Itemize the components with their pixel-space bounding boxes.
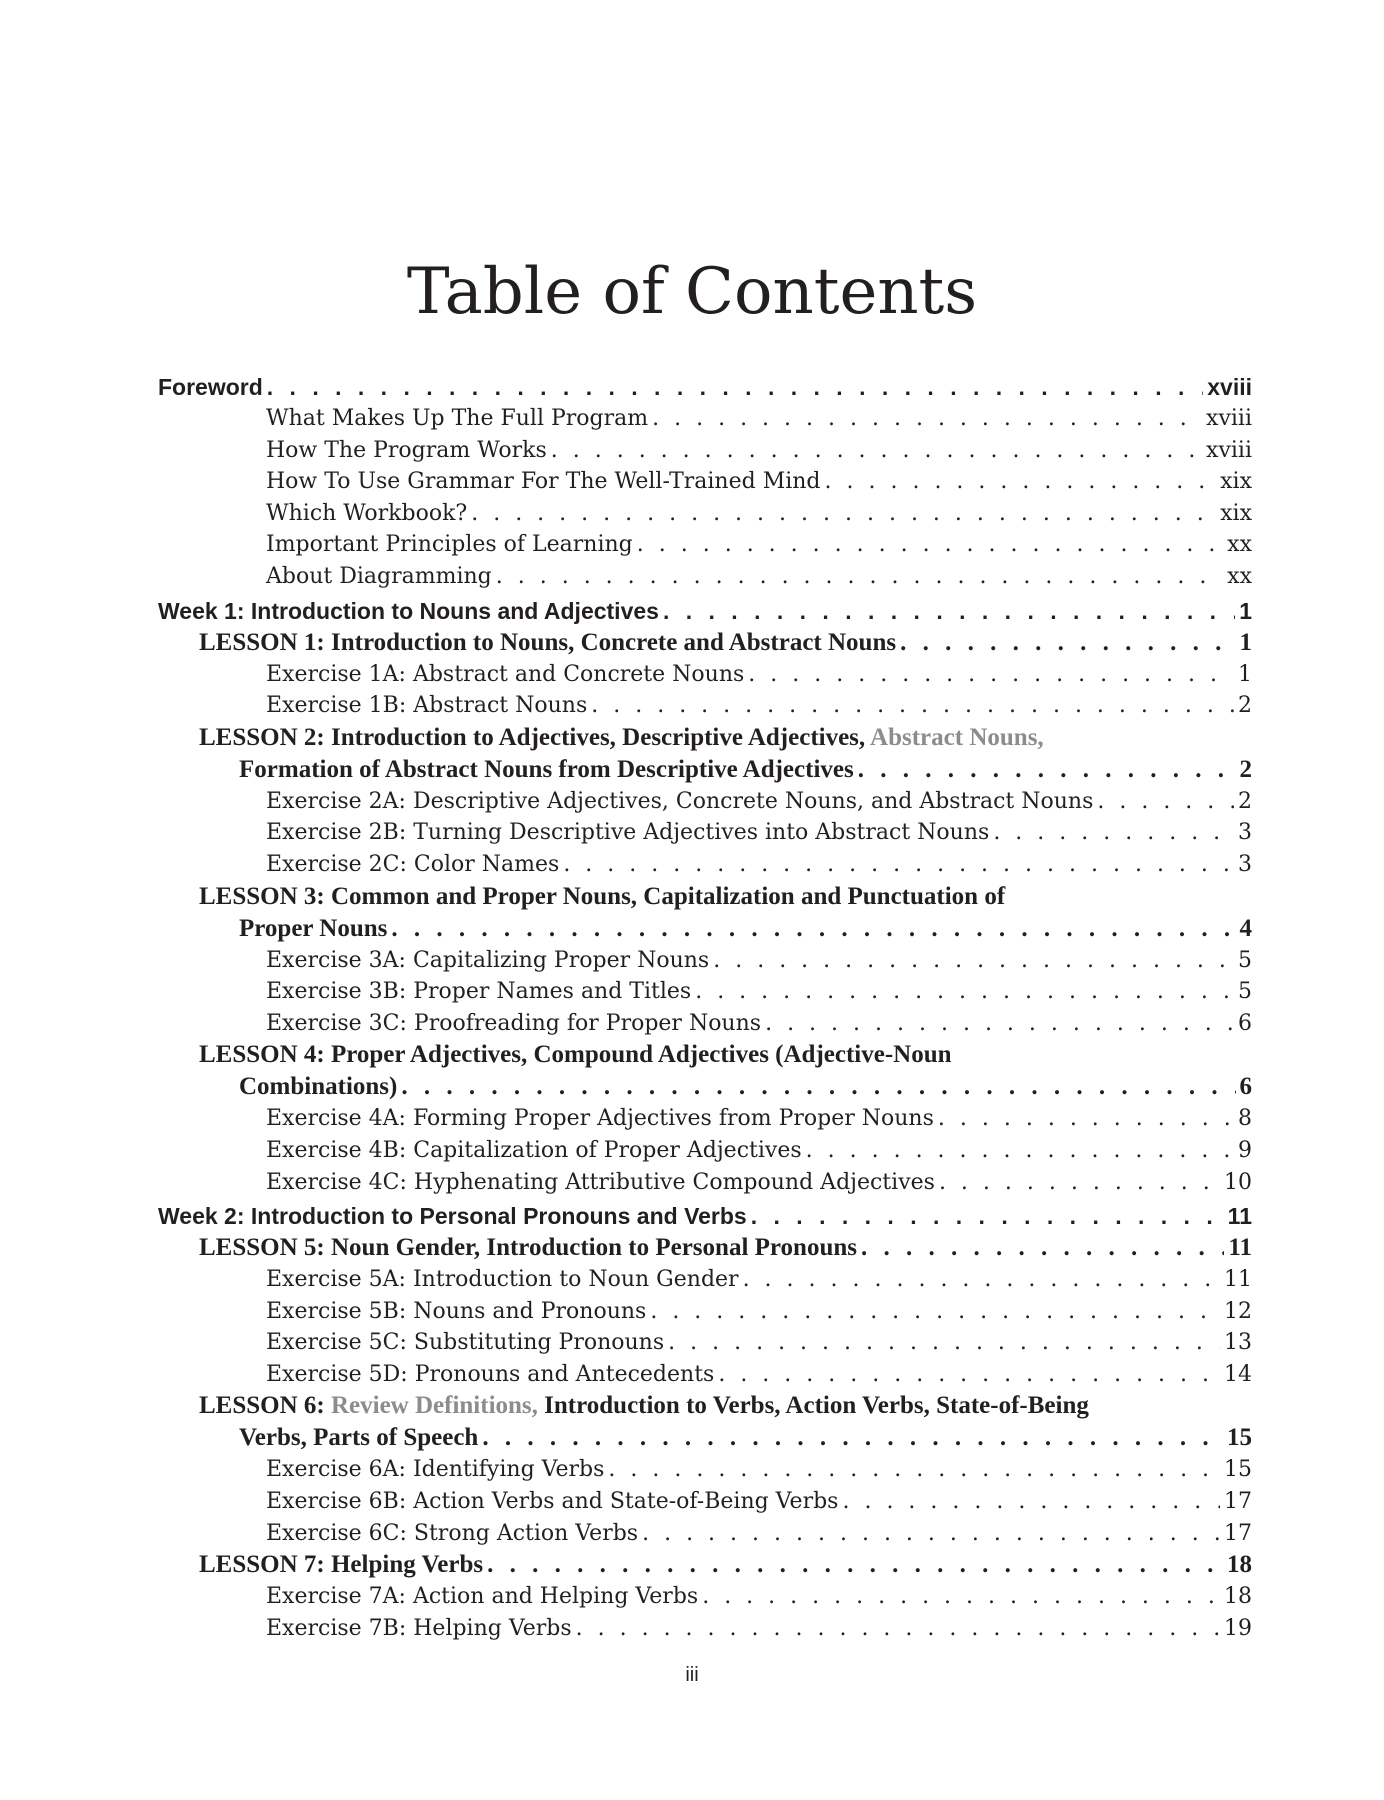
dot-leader — [842, 1486, 1220, 1518]
dot-leader — [1097, 786, 1234, 818]
page-number: 2 — [1238, 693, 1252, 719]
toc-entry-exercise[interactable] — [158, 1518, 1252, 1550]
page-number: 5 — [1238, 979, 1252, 1005]
dot-leader — [401, 1071, 1235, 1103]
toc-entry-foreword-item[interactable] — [158, 435, 1252, 467]
entry-label: Exercise 5C: Substituting Pronouns — [266, 1330, 665, 1356]
toc-entry-lesson-7[interactable] — [158, 1549, 1252, 1581]
dot-leader — [482, 1422, 1223, 1454]
toc-entry-exercise[interactable] — [158, 1103, 1252, 1135]
toc-entry-exercise[interactable] — [158, 1359, 1252, 1391]
page-number: 6 — [1238, 1010, 1252, 1036]
entry-label: LESSON 1: Introduction to Nouns, Concrete and Abstract Nouns — [199, 628, 897, 656]
dot-leader — [751, 1200, 1224, 1232]
dot-leader — [718, 1359, 1220, 1391]
entry-label: Exercise 2C: Color Names — [266, 851, 560, 877]
dot-leader — [900, 627, 1235, 659]
page-number: 1 — [1238, 661, 1252, 687]
toc-entry-exercise[interactable] — [158, 1167, 1252, 1199]
toc-entry-exercise[interactable] — [158, 1486, 1252, 1518]
toc-entry-exercise[interactable] — [158, 1264, 1252, 1296]
toc-entry-exercise[interactable] — [158, 1581, 1252, 1613]
toc-entry-exercise[interactable] — [158, 945, 1252, 977]
entry-label: Exercise 6B: Action Verbs and State-of-Being Verbs — [266, 1489, 839, 1515]
page-number: 6 — [1239, 1073, 1252, 1101]
page-number: xix — [1220, 469, 1252, 495]
dot-leader — [487, 1549, 1223, 1581]
entry-label: Proper Nouns — [239, 914, 388, 942]
dot-leader — [637, 529, 1223, 561]
review-topic-label: Abstract Nouns, — [870, 723, 1044, 751]
entry-label-line-1: LESSON 4: Proper Adjectives, Compound Adjectives (Adjective-Noun — [199, 1041, 952, 1069]
dot-leader — [391, 913, 1235, 945]
page-number: 15 — [1224, 1457, 1252, 1483]
dot-leader — [993, 817, 1234, 849]
toc-entry-exercise[interactable] — [158, 817, 1252, 849]
toc-entry-foreword-item[interactable] — [158, 561, 1252, 593]
toc-entry-week-1[interactable] — [158, 595, 1252, 627]
dot-leader — [496, 561, 1223, 593]
entry-label-line-2 — [199, 913, 1252, 945]
entry-label-line-1 — [199, 1390, 1252, 1422]
review-topic-label: Review Definitions, — [330, 1392, 538, 1420]
toc-entry-exercise[interactable] — [158, 1135, 1252, 1167]
page-number: 5 — [1238, 947, 1252, 973]
entry-label-line-2 — [199, 1071, 1252, 1103]
page-number: 1 — [1239, 628, 1252, 656]
entry-label: Exercise 4C: Hyphenating Attributive Compound Adjectives — [266, 1169, 935, 1195]
page-number: 2 — [1239, 755, 1252, 783]
page-number: 11 — [1224, 1267, 1252, 1293]
entry-label: Formation of Abstract Nouns from Descriptive Adjectives — [239, 755, 854, 783]
dot-leader — [858, 754, 1236, 786]
page-number: xviii — [1207, 374, 1252, 400]
dot-leader — [861, 1232, 1224, 1264]
dot-leader — [652, 403, 1202, 435]
entry-label: Exercise 4A: Forming Proper Adjectives from Proper Nouns — [266, 1106, 934, 1132]
entry-label: Exercise 4B: Capitalization of Proper Adjectives — [266, 1137, 802, 1163]
page-number: xviii — [1206, 406, 1252, 431]
dot-leader — [743, 1264, 1220, 1296]
entry-label: Exercise 3A: Capitalizing Proper Nouns — [266, 947, 710, 973]
dot-leader — [591, 690, 1234, 722]
toc-entry-lesson-1[interactable] — [158, 627, 1252, 659]
page-number: xviii — [1206, 437, 1252, 463]
toc-entry-foreword[interactable] — [158, 371, 1252, 403]
page-number: 14 — [1224, 1361, 1252, 1387]
entry-label: Week 1: Introduction to Nouns and Adjectives — [158, 597, 659, 624]
entry-label-text: Introduction to Verbs, Action Verbs, State-of-Being — [544, 1392, 1089, 1420]
page-number: 18 — [1227, 1551, 1252, 1579]
entry-label: About Diagramming — [266, 563, 492, 589]
entry-label: Exercise 2A: Descriptive Adjectives, Concrete Nouns, and Abstract Nouns — [266, 788, 1094, 814]
toc-entry-exercise[interactable] — [158, 1296, 1252, 1328]
dot-leader — [825, 466, 1217, 498]
entry-label: How To Use Grammar For The Well-Trained Mind — [266, 469, 821, 495]
entry-label: LESSON 5: Noun Gender, Introduction to Personal Pronouns — [199, 1234, 857, 1262]
page-number: 17 — [1224, 1489, 1252, 1515]
page-number: 1 — [1239, 597, 1252, 624]
toc-entry-lesson-3[interactable] — [158, 881, 1252, 945]
toc-entry-foreword-item[interactable] — [158, 498, 1252, 530]
entry-label: Verbs, Parts of Speech — [239, 1424, 479, 1452]
dot-leader — [471, 498, 1216, 530]
entry-label: Exercise 5B: Nouns and Pronouns — [266, 1298, 647, 1324]
entry-label-line-1: LESSON 3: Common and Proper Nouns, Capitalization and Punctuation of — [199, 882, 1006, 910]
toc-entry-lesson-4[interactable] — [158, 1039, 1252, 1103]
toc-entry-foreword-item[interactable] — [158, 403, 1252, 435]
dot-leader — [702, 1581, 1220, 1613]
entry-label-line-2 — [199, 1422, 1252, 1454]
entry-label-line-1 — [199, 722, 1252, 754]
toc-entry-exercise[interactable] — [158, 1613, 1252, 1645]
toc-entry-exercise[interactable] — [158, 659, 1252, 691]
entry-label: Important Principles of Learning — [266, 532, 633, 558]
entry-label: Exercise 7A: Action and Helping Verbs — [266, 1584, 699, 1610]
dot-leader — [608, 1454, 1220, 1486]
page-number: xx — [1227, 563, 1252, 589]
dot-leader — [765, 1008, 1234, 1040]
page-number: 11 — [1228, 1234, 1252, 1262]
entry-label: Week 2: Introduction to Personal Pronouns and Verbs — [158, 1203, 747, 1230]
toc-entry-exercise[interactable] — [158, 976, 1252, 1008]
page-number: 3 — [1238, 851, 1252, 877]
entry-label: Exercise 3C: Proofreading for Proper Nouns — [266, 1010, 762, 1036]
page-number: 4 — [1239, 914, 1252, 942]
entry-label: How The Program Works — [266, 437, 547, 463]
entry-label: Which Workbook? — [266, 500, 468, 526]
toc-entry-lesson-2[interactable] — [158, 722, 1252, 786]
dot-leader — [551, 435, 1202, 467]
entry-label-prefix: LESSON 6: — [199, 1392, 325, 1420]
page-number: 19 — [1224, 1615, 1252, 1641]
dot-leader — [668, 1327, 1220, 1359]
dot-leader — [576, 1613, 1220, 1645]
entry-label: Foreword — [158, 374, 263, 400]
page-number: 11 — [1227, 1203, 1252, 1230]
toc-entry-exercise[interactable] — [158, 1327, 1252, 1359]
page-number: 8 — [1238, 1106, 1252, 1132]
page-title: Table of Contents — [406, 255, 978, 329]
toc-entry-lesson-5[interactable] — [158, 1232, 1252, 1264]
dot-leader — [695, 976, 1234, 1008]
page-number: xix — [1220, 500, 1252, 526]
entry-label: Exercise 1A: Abstract and Concrete Nouns — [266, 661, 745, 687]
dot-leader — [267, 371, 1203, 403]
dot-leader — [748, 659, 1234, 691]
entry-label-line-2 — [199, 754, 1252, 786]
entry-label: Exercise 7B: Helping Verbs — [266, 1615, 572, 1641]
entry-label: Exercise 6A: Identifying Verbs — [266, 1457, 605, 1483]
toc-entry-week-2[interactable] — [158, 1200, 1252, 1232]
toc-entry-lesson-6[interactable] — [158, 1390, 1252, 1454]
page-number: 10 — [1224, 1169, 1252, 1195]
dot-leader — [806, 1135, 1234, 1167]
toc-entry-exercise[interactable] — [158, 849, 1252, 881]
page-number: xx — [1227, 532, 1252, 558]
dot-leader — [938, 1103, 1234, 1135]
table-of-contents — [158, 371, 1252, 1644]
dot-leader — [650, 1296, 1220, 1328]
toc-entry-exercise[interactable] — [158, 690, 1252, 722]
entry-label: What Makes Up The Full Program — [266, 406, 649, 431]
dot-leader — [642, 1518, 1220, 1550]
entry-label: Exercise 5D: Pronouns and Antecedents — [266, 1361, 715, 1387]
toc-entry-foreword-item[interactable] — [158, 466, 1252, 498]
page-number: 18 — [1224, 1584, 1252, 1610]
page-folio-number: iii — [685, 1664, 699, 1686]
entry-label: Exercise 5A: Introduction to Noun Gender — [266, 1267, 739, 1293]
dot-leader — [713, 945, 1234, 977]
toc-entry-exercise[interactable] — [158, 786, 1252, 818]
dot-leader — [663, 595, 1235, 627]
page-number: 17 — [1224, 1520, 1252, 1546]
entry-label: Exercise 3B: Proper Names and Titles — [266, 979, 692, 1005]
entry-label: Exercise 1B: Abstract Nouns — [266, 693, 588, 719]
page-number: 12 — [1224, 1298, 1252, 1324]
entry-label-text: LESSON 2: Introduction to Adjectives, Descriptive Adjectives, — [199, 723, 866, 751]
dot-leader — [563, 849, 1234, 881]
entry-label: Combinations) — [239, 1073, 398, 1101]
toc-entry-exercise[interactable] — [158, 1454, 1252, 1486]
entry-label: Exercise 6C: Strong Action Verbs — [266, 1520, 639, 1546]
page-number: 2 — [1238, 788, 1252, 814]
dot-leader — [939, 1167, 1220, 1199]
toc-entry-foreword-item[interactable] — [158, 529, 1252, 561]
page-number: 9 — [1238, 1137, 1252, 1163]
entry-label: Exercise 2B: Turning Descriptive Adjectives into Abstract Nouns — [266, 820, 990, 846]
page-number: 3 — [1238, 820, 1252, 846]
page-number: 15 — [1227, 1424, 1252, 1452]
toc-entry-exercise[interactable] — [158, 1008, 1252, 1040]
entry-label: LESSON 7: Helping Verbs — [199, 1551, 484, 1579]
page-number: 13 — [1224, 1330, 1252, 1356]
